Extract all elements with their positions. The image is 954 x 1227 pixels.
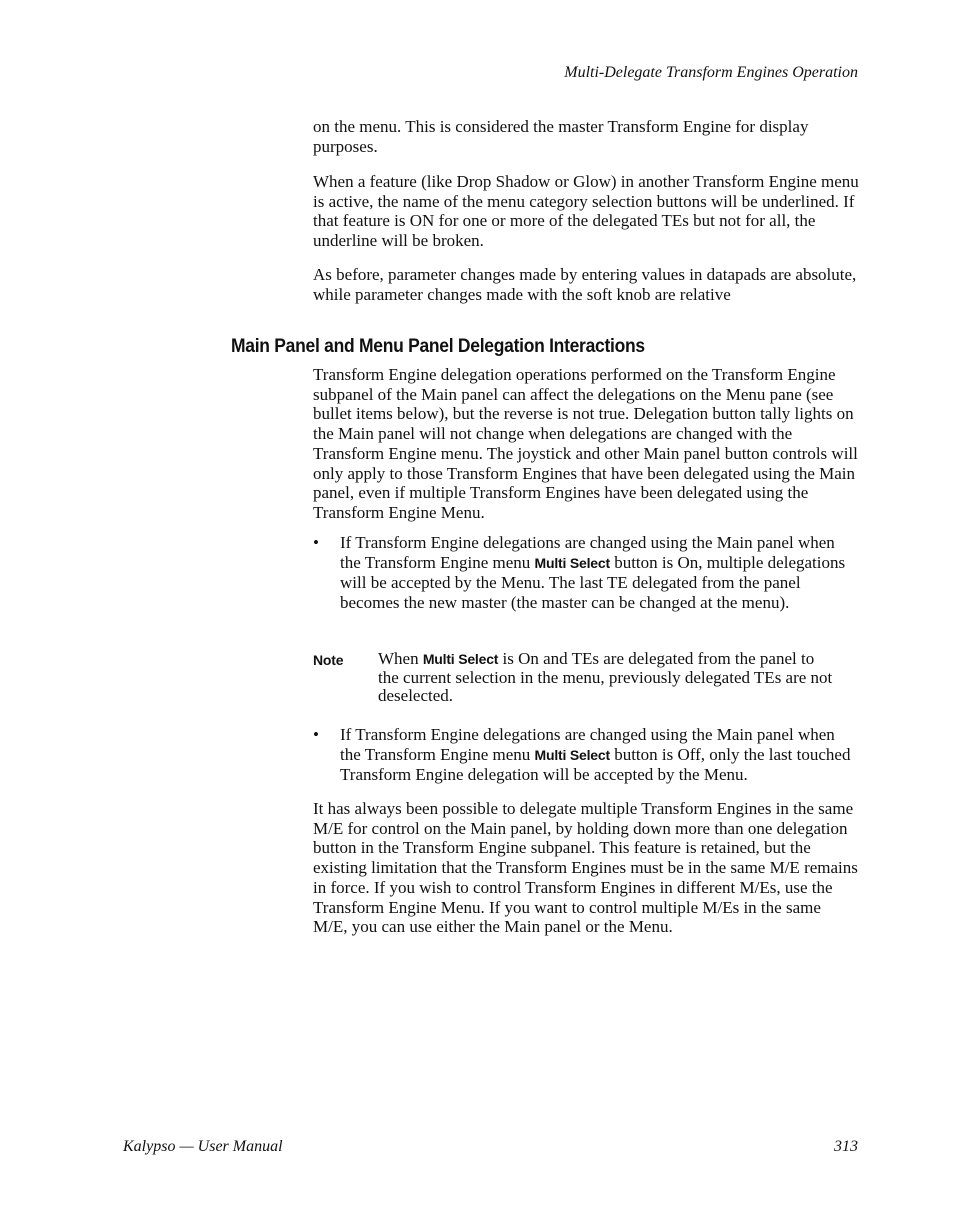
note-text-before: When xyxy=(378,649,423,668)
running-header: Multi-Delegate Transform Engines Operation xyxy=(564,64,858,81)
bullet-text-after: button is Off, only the last touched Transform Engine delegation will be accepted by the Menu. xyxy=(340,744,851,785)
bullet-text-before: If Transform Engine delegations are changed using the Main panel when the Transform Engine menu xyxy=(340,533,835,572)
bullet-text xyxy=(340,533,859,613)
paragraph-master-engine: on the menu. This is considered the master Transform Engine for display purposes. xyxy=(313,117,809,156)
paragraph-parameter-changes: As before, parameter changes made by entering values in datapads are absolute, while parameter changes made with the soft knob are relative xyxy=(313,265,857,304)
closing-paragraph: It has always been possible to delegate multiple Transform Engines in the same M/E for control on the Main panel, by holding down more than one delegation button in the Transform Engine subpanel. This feature is retained, but the existing limitation that the Transform Engines must be in the same M/E remains in force. If you wish to control Transform Engines in different M/Es, use the Transform Engine Menu. If you want to control multiple M/Es in the same M/E, you can use either the Main panel or the Menu. xyxy=(313,799,858,937)
paragraph-feature-underline: When a feature (like Drop Shadow or Glow) in another Transform Engine menu is active, the name of the menu category selection buttons will be underlined. If that feature is ON for one or more of the delegated TEs but not for all, the underline will be broken. xyxy=(313,172,859,251)
footer-page-number: 313 xyxy=(834,1138,858,1155)
section-intro-paragraph: Transform Engine delegation operations performed on the Transform Engine subpanel of the Main panel can affect the delegations on the Menu pane (see bullet items below), but the reverse is not true. Delegation button tally lights on the Main panel will not change when delegations are changed with the Transform Engine menu. The joystick and other Main panel button controls will only apply to those Transform Engines that have been delegated using the Main panel, even if multiple Transform Engines have been delegated using the Transform Engine Menu. xyxy=(313,365,858,522)
bullet-text xyxy=(340,725,859,785)
multi-select-button-name: Multi Select xyxy=(534,746,610,763)
note-label: Note xyxy=(313,652,344,668)
section-heading: Main Panel and Menu Panel Delegation Interactions xyxy=(231,336,645,357)
multi-select-button-name: Multi Select xyxy=(534,554,610,571)
footer-manual-title: Kalypso — User Manual xyxy=(123,1138,283,1155)
bullet-text-after: button is On, multiple delegations will be accepted by the Menu. The last TE delegated from the panel becomes the new master (the master can be changed at the menu). xyxy=(340,552,846,613)
multi-select-button-name: Multi Select xyxy=(422,651,499,667)
note-text-after: is On and TEs are delegated from the panel to the current selection in the menu, previously delegated TEs are not deselected. xyxy=(378,649,833,705)
bullet-text-before: If Transform Engine delegations are changed using the Main panel when the Transform Engine menu xyxy=(340,725,835,764)
bullet-symbol: • xyxy=(313,533,319,552)
note-text xyxy=(378,650,838,706)
bullet-symbol: • xyxy=(313,725,319,744)
